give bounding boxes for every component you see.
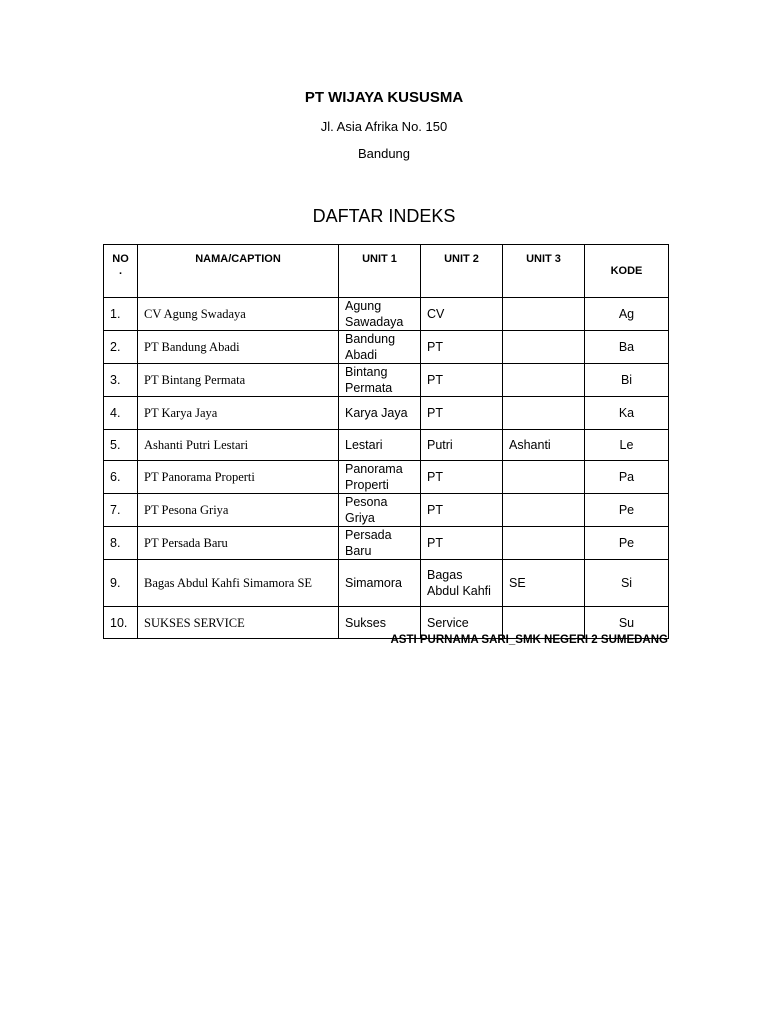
cell-kode: Ka xyxy=(585,397,669,430)
cell-unit3 xyxy=(503,364,585,397)
index-table xyxy=(103,244,669,639)
cell-unit3 xyxy=(503,461,585,494)
address-line-1: Jl. Asia Afrika No. 150 xyxy=(320,119,448,134)
cell-kode: Pe xyxy=(585,494,669,527)
cell-unit1: Bandung Abadi xyxy=(339,331,421,364)
cell-nama: CV Agung Swadaya xyxy=(138,298,339,331)
header-no: NO . xyxy=(104,245,138,298)
cell-unit1: Panorama Properti xyxy=(339,461,421,494)
cell-nama: Bagas Abdul Kahfi Simamora SE xyxy=(138,560,339,607)
cell-no: 6. xyxy=(104,461,138,494)
cell-unit2: PT xyxy=(421,364,503,397)
cell-unit2: Bagas Abdul Kahfi xyxy=(421,560,503,607)
table-row xyxy=(104,298,669,331)
cell-kode: Pa xyxy=(585,461,669,494)
cell-unit3 xyxy=(503,494,585,527)
cell-kode: Si xyxy=(585,560,669,607)
company-name: PT WIJAYA KUSUSMA xyxy=(304,89,464,106)
cell-unit1: Simamora xyxy=(339,560,421,607)
cell-nama: Ashanti Putri Lestari xyxy=(138,430,339,461)
table-row xyxy=(104,527,669,560)
cell-nama: PT Bandung Abadi xyxy=(138,331,339,364)
cell-unit3 xyxy=(503,397,585,430)
address-line-2: Bandung xyxy=(357,146,411,161)
cell-kode: Ba xyxy=(585,331,669,364)
cell-unit1: Karya Jaya xyxy=(339,397,421,430)
cell-no: 3. xyxy=(104,364,138,397)
cell-unit2: Putri xyxy=(421,430,503,461)
cell-unit1: Agung Sawadaya xyxy=(339,298,421,331)
cell-nama: PT Panorama Properti xyxy=(138,461,339,494)
cell-unit1: Lestari xyxy=(339,430,421,461)
cell-no: 10. xyxy=(104,607,138,639)
cell-unit2: PT xyxy=(421,331,503,364)
cell-kode: Le xyxy=(585,430,669,461)
cell-unit3: Ashanti xyxy=(503,430,585,461)
cell-unit2: PT xyxy=(421,494,503,527)
cell-nama: PT Karya Jaya xyxy=(138,397,339,430)
cell-unit2: Service xyxy=(421,607,503,639)
header-unit1: UNIT 1 xyxy=(339,245,421,298)
table-row xyxy=(104,364,669,397)
table-header-row xyxy=(104,245,669,298)
cell-unit1: Bintang Permata xyxy=(339,364,421,397)
table-row xyxy=(104,397,669,430)
cell-kode: Pe xyxy=(585,527,669,560)
table-row xyxy=(104,430,669,461)
cell-nama: PT Bintang Permata xyxy=(138,364,339,397)
cell-no: 4. xyxy=(104,397,138,430)
cell-kode: Su xyxy=(585,607,669,639)
cell-nama: SUKSES SERVICE xyxy=(138,607,339,639)
cell-unit1: Sukses xyxy=(339,607,421,639)
cell-no: 2. xyxy=(104,331,138,364)
cell-nama: PT Persada Baru xyxy=(138,527,339,560)
header-kode: KODE xyxy=(585,245,669,298)
header-unit2: UNIT 2 xyxy=(421,245,503,298)
table-row xyxy=(104,331,669,364)
cell-no: 5. xyxy=(104,430,138,461)
cell-unit1: Persada Baru xyxy=(339,527,421,560)
cell-nama: PT Pesona Griya xyxy=(138,494,339,527)
header-nama: NAMA/CAPTION xyxy=(138,245,339,298)
cell-unit2: PT xyxy=(421,397,503,430)
cell-no: 1. xyxy=(104,298,138,331)
cell-unit3 xyxy=(503,331,585,364)
table-row xyxy=(104,494,669,527)
cell-no: 7. xyxy=(104,494,138,527)
table-row xyxy=(104,560,669,607)
cell-kode: Bi xyxy=(585,364,669,397)
table-row xyxy=(104,461,669,494)
document-title: DAFTAR INDEKS xyxy=(312,206,456,226)
header-unit3: UNIT 3 xyxy=(503,245,585,298)
cell-unit3 xyxy=(503,527,585,560)
cell-unit1: Pesona Griya xyxy=(339,494,421,527)
cell-unit2: CV xyxy=(421,298,503,331)
cell-kode: Ag xyxy=(585,298,669,331)
cell-unit2: PT xyxy=(421,461,503,494)
footer-credit: ASTI PURNAMA SARI_SMK NEGERI 2 SUMEDANG xyxy=(390,634,668,646)
cell-no: 9. xyxy=(104,560,138,607)
cell-unit3 xyxy=(503,298,585,331)
cell-no: 8. xyxy=(104,527,138,560)
cell-unit3: SE xyxy=(503,560,585,607)
cell-unit2: PT xyxy=(421,527,503,560)
